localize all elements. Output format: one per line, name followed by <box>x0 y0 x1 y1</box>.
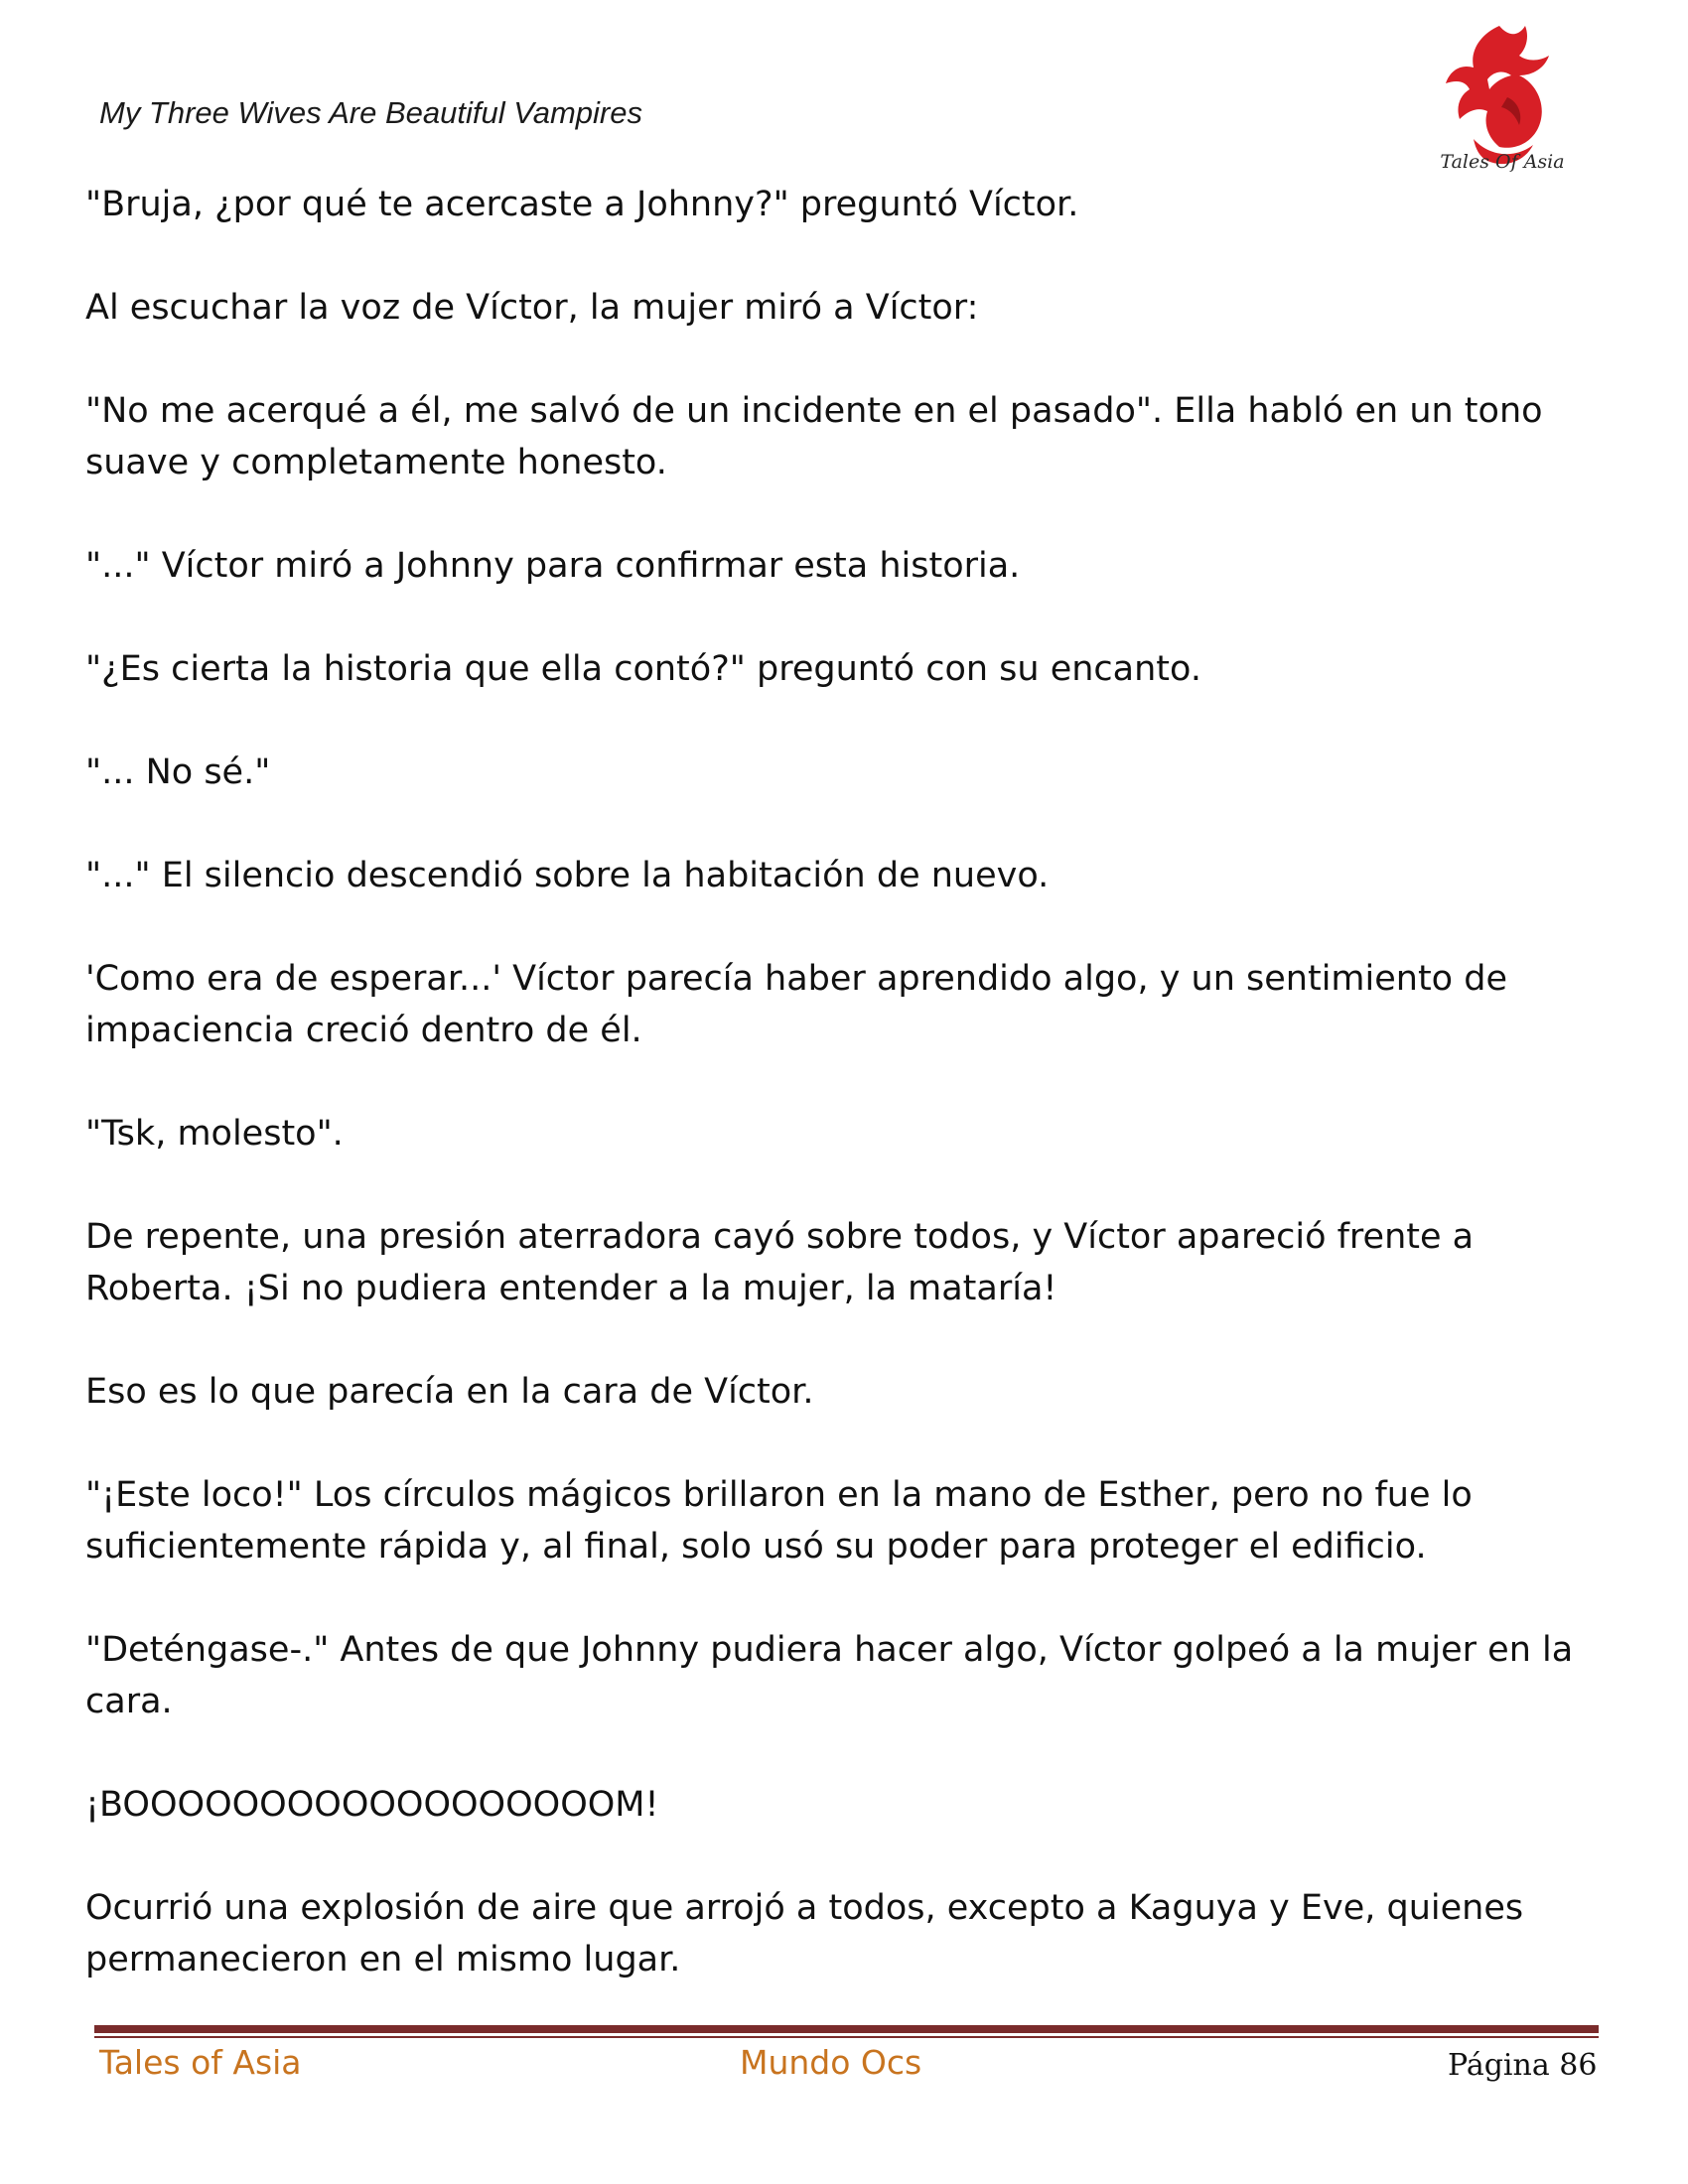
paragraph: "Tsk, molesto". <box>85 1114 344 1154</box>
paragraph: "¿Es cierta la historia que ella contó?" preguntó con su encanto. <box>85 649 1201 689</box>
book-title: My Three Wives Are Beautiful Vampires <box>99 95 642 130</box>
footer-site-name: Tales of Asia <box>99 2043 302 2082</box>
footer-section-name: Mundo Ocs <box>740 2043 922 2082</box>
paragraph: "¡Este loco!" Los círculos mágicos brillaron en la mano de Esther, pero no fue lo suficientemente rápida y, al final, solo usó su poder para proteger el edificio. <box>85 1475 1473 1567</box>
paragraph: "..." El silencio descendió sobre la habitación de nuevo. <box>85 856 1050 895</box>
footer-divider-thin <box>94 2036 1599 2038</box>
paragraph: 'Como era de esperar...' Víctor parecía haber aprendido algo, y un sentimiento de impaciencia creció dentro de él. <box>85 959 1507 1050</box>
logo-text: Tales Of Asia <box>1440 151 1565 173</box>
paragraph: "... No sé." <box>85 752 271 792</box>
paragraph: "No me acerqué a él, me salvó de un incidente en el pasado". Ella habló en un tono suave y completamente honesto. <box>85 391 1543 482</box>
paragraph: Eso es lo que parecía en la cara de Víctor. <box>85 1372 814 1412</box>
paragraph: "..." Víctor miró a Johnny para confirmar esta historia. <box>85 546 1021 586</box>
page-number: Página 86 <box>1448 2048 1598 2083</box>
paragraph: "Bruja, ¿por qué te acercaste a Johnny?" preguntó Víctor. <box>85 185 1079 224</box>
paragraph: Ocurrió una explosión de aire que arrojó a todos, excepto a Kaguya y Eve, quienes permanecieron en el mismo lugar. <box>85 1888 1524 1979</box>
paragraph: ¡BOOOOOOOOOOOOOOOOOOM! <box>85 1785 659 1825</box>
paragraph: "Deténgase-." Antes de que Johnny pudiera hacer algo, Víctor golpeó a la mujer en la cara. <box>85 1630 1574 1721</box>
body-text <box>85 179 1615 2037</box>
footer-divider <box>94 2025 1599 2033</box>
paragraph: De repente, una presión aterradora cayó sobre todos, y Víctor apareció frente a Roberta. ¡Si no pudiera entender a la mujer, la mataría! <box>85 1217 1475 1308</box>
paragraph: Al escuchar la voz de Víctor, la mujer miró a Víctor: <box>85 288 979 328</box>
